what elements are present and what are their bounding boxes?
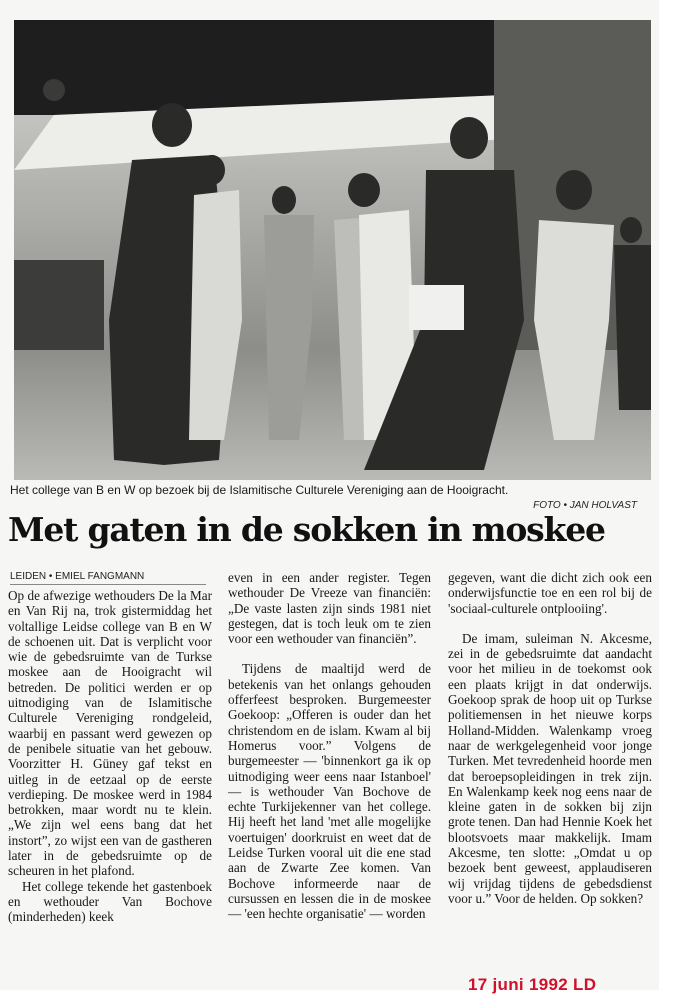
photo-credit: FOTO • JAN HOLVAST — [533, 500, 637, 511]
article-headline: Met gaten in de sokken in moskee — [8, 510, 605, 549]
article-byline: LEIDEN • EMIEL FANGMANN — [10, 571, 206, 585]
date-stamp: 17 juni 1992 LD — [468, 975, 597, 994]
paragraph: Het college tekende het gastenboek en wethouder Van Bochove (minderheden) keek — [8, 878, 212, 925]
paragraph: gegeven, want die dicht zich ook een onderwijsfunctie toe en een rol bij de 'sociaal-culturele ontplooiing'. — [448, 570, 652, 616]
article-column-2 — [228, 570, 431, 922]
paragraph: even in een ander register. Tegen wethouder De Vreeze van financiën: „De vaste lasten zijn sinds 1981 niet gestegen, dat is toch leuk om te zien voor een wethouder van financiën”. — [228, 570, 431, 647]
article-column-3 — [448, 570, 652, 906]
photo-illustration — [14, 20, 651, 480]
paragraph: Op de afwezige wethouders De la Mar en Van Rij na, trok gistermiddag het voltallige Leidse college van B en W de schoenen uit. Dat is verplicht voor wie de gebedsruimte van de Turkse moskee aan de Hooigracht wil betreden. De politici werden er op uitnodiging van de Islamitische Culturele Vereniging rondgeleid, waarbij en passant werd gewezen op de penibele situatie van het gebouw. Voorzitter H. Güney gaf tekst en uitleg in de eetzaal op de eerste verdieping. De moskee werd in 1984 betrokken, maar wordt nu te klein. „We zijn wel eens bang dat het instort”, zo wijst een van de gastheren later in de gebedsruimte op de scheuren in het plafond. — [8, 588, 212, 879]
article-photo — [14, 20, 651, 480]
paragraph: Tijdens de maaltijd werd de betekenis van het onlangs gehouden offerfeest besproken. Burgemeester Goekoop: „Offeren is ouder dan het christendom en de islam. Kwam al bij Homerus voor.” Volgens de burgemeester — 'binnenkort ga ik op uitnodiging weer eens naar Istanboel' — is wethouder Van Bochove de echte Turkijekenner van het college. Hij heeft het land 'met alle mogelijke voertuigen' doorkruist en weet dat de Leidse Turken vooral uit die ene stad aan de Zwarte Zee komen. Van Bochove informeerde naar de cursussen en lessen die in de moskee — 'een hechte organisatie' — worden — [228, 661, 431, 922]
article-column-1 — [8, 588, 212, 925]
paragraph: De imam, suleiman N. Akcesme, zei in de gebedsruimte dat aandacht voor het milieu in de toekomst ook een plaats krijgt in dat onderwijs. Goekoop sprak de hoop uit op Turkse politiemensen in het nieuwe korps Holland-Midden. Walenkamp vroeg naar de werkgelegenheid voor jonge Turken. Met tevredenheid hoorde men dat beroepsopleidingen in trek zijn. En Walenkamp keek nog eens naar de kleine gaten in de sokken bij zijn grote tenen. Dan had Hennie Koek het blootsvoets maar makkelijk. Imam Akcesme, ten slotte: „Omdat u op bezoek bent geweest, applaudiseren wij vrijdag tijdens de gebedsdienst voor u.” Voor de helden. Op sokken? — [448, 630, 652, 906]
photo-caption: Het college van B en W op bezoek bij de Islamitische Culturele Vereniging aan de Hooigracht. — [10, 483, 509, 497]
